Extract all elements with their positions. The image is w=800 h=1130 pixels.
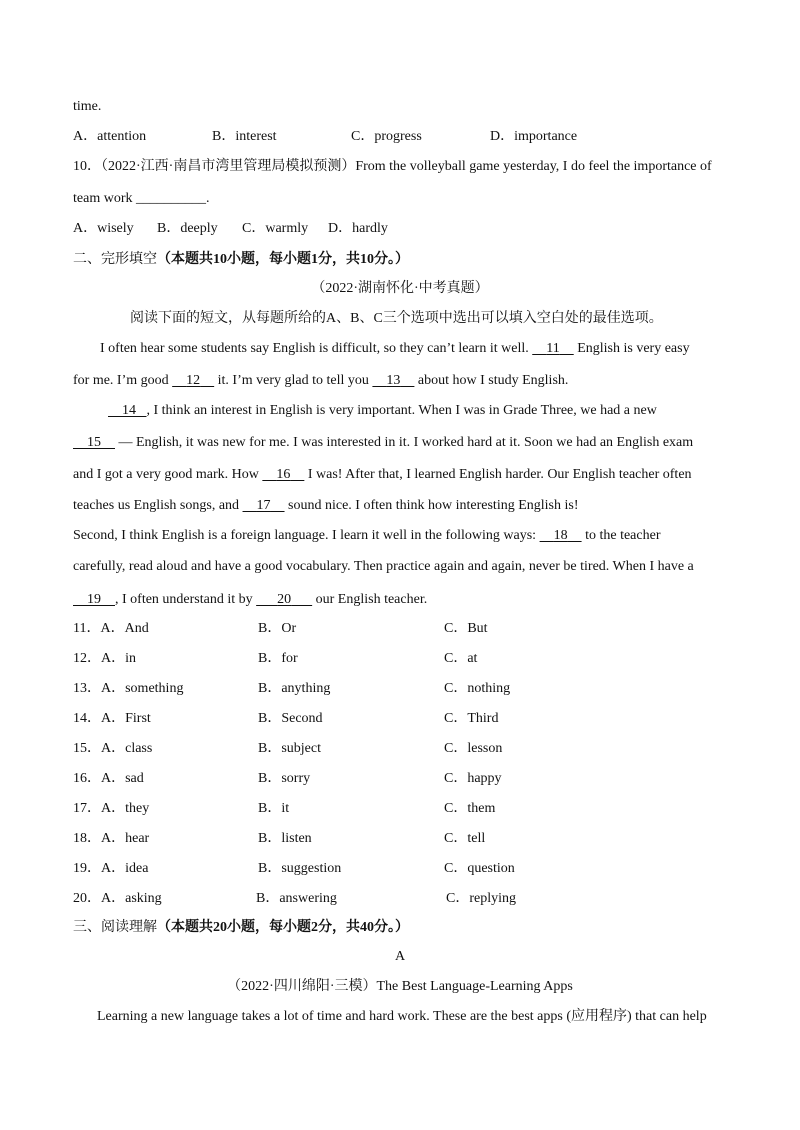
q10-stem-line2: team work __________. (73, 191, 210, 206)
q9-option-a: A．attention (73, 129, 147, 144)
option-18-b: B．listen (258, 831, 312, 846)
section3-title: 三、阅读理解 (73, 920, 157, 935)
option-14-b: B．Second (258, 711, 323, 726)
passage-line-9 (73, 591, 427, 609)
option-12-c: C．at (444, 651, 478, 666)
option-13-b: B．anything (258, 681, 331, 696)
blank-13-number: 13 (386, 373, 401, 388)
passage-text: sound nice. I often think how interesting English is! (284, 498, 579, 513)
option-15-a: 15．A．class (73, 741, 153, 756)
q10-option-c: C．warmly (242, 221, 309, 236)
option-12-b: B．for (258, 651, 298, 666)
option-13-c: C．nothing (444, 681, 511, 696)
q9-tail: time. (73, 99, 102, 114)
blank-16-number: 16 (276, 467, 291, 482)
q10-stem-line1: 10．（2022·江西·南昌市湾里管理局模拟预测）From the volleyball game yesterday, I do feel the importance of (73, 159, 712, 174)
option-19-a: 19．A．idea (73, 861, 149, 876)
passage-line-5 (73, 466, 692, 484)
passage-line-8: carefully, read aloud and have a good vocabulary. Then practice again and again, never be tired. When I have a (73, 559, 694, 574)
passage-line-3 (108, 402, 657, 420)
passage-text: it. I’m very glad to tell you (214, 373, 373, 388)
passage-line-4 (73, 434, 693, 452)
option-14-c: C．Third (444, 711, 499, 726)
option-19-c: C．question (444, 861, 515, 876)
q9-option-d: D．importance (490, 129, 578, 144)
blank-14 (108, 403, 147, 418)
option-17-c: C．them (444, 801, 496, 816)
passage-text: I was! After that, I learned English harder. Our English teacher often (304, 467, 692, 482)
section3-article-title: （2022·四川绵阳·三模）The Best Language-Learning Apps (227, 979, 573, 994)
blank-19-number: 19 (87, 592, 101, 607)
passage-line-6 (73, 497, 579, 515)
blank-20 (256, 592, 312, 607)
passage-line-7 (73, 527, 660, 545)
option-15-c: C．lesson (444, 741, 503, 756)
passage-text: English is very easy (573, 341, 690, 356)
option-16-b: B．sorry (258, 771, 311, 786)
blank-18 (540, 528, 582, 543)
option-18-c: C．tell (444, 831, 486, 846)
blank-11 (532, 341, 573, 356)
blank-15-number: 15 (87, 435, 101, 450)
q10-option-b: B．deeply (157, 221, 218, 236)
section2-note: （本题共10小题，每小题1分，共10分。） (157, 252, 409, 267)
blank-17 (243, 498, 285, 513)
option-18-a: 18．A．hear (73, 831, 150, 846)
section3-heading (73, 919, 409, 937)
section3-note: （本题共20小题，每小题2分，共40分。） (157, 920, 409, 935)
passage-line-1 (100, 340, 690, 358)
passage-text: and I got a very good mark. How (73, 467, 263, 482)
passage-text: I often hear some students say English is difficult, so they can’t learn it well. (100, 341, 533, 356)
blank-11-number: 11 (546, 341, 560, 356)
option-20-a: 20．A．asking (73, 891, 162, 906)
blank-12-number: 12 (186, 373, 201, 388)
blank-14-number: 14 (122, 403, 136, 418)
option-17-b: B．it (258, 801, 290, 816)
section2-heading (73, 251, 409, 269)
option-12-a: 12．A．in (73, 651, 136, 666)
blank-12 (172, 373, 214, 388)
option-11-c: C．But (444, 621, 488, 636)
section2-source: （2022·湖南怀化·中考真题） (311, 281, 489, 296)
blank-16 (262, 467, 304, 482)
blank-18-number: 18 (553, 528, 568, 543)
option-13-a: 13．A．something (73, 681, 184, 696)
passage-text: to the teacher (581, 528, 661, 543)
section3-paragraph: Learning a new language takes a lot of time and hard work. These are the best apps (应用程序) that can help (97, 1009, 707, 1024)
q9-option-c: C．progress (351, 129, 422, 144)
option-19-b: B．suggestion (258, 861, 342, 876)
section2-title: 二、完形填空 (73, 252, 157, 267)
passage-text: Second, I think English is a foreign language. I learn it well in the following ways: (73, 528, 540, 543)
passage-text: our English teacher. (312, 592, 428, 607)
blank-17-number: 17 (256, 498, 271, 513)
option-14-a: 14．A．First (73, 711, 151, 726)
q10-option-a: A．wisely (73, 221, 134, 236)
passage-text: — English, it was new for me. I was interested in it. I worked hard at it. Soon we had an English exam (115, 435, 694, 450)
option-20-b: B．answering (256, 891, 337, 906)
option-11-b: B．Or (258, 621, 297, 636)
option-15-b: B．subject (258, 741, 321, 756)
passage-text: about how I study English. (414, 373, 569, 388)
blank-15 (73, 435, 115, 450)
section2-instruction: 阅读下面的短文，从每题所给的A、B、C三个选项中选出可以填入空白处的最佳选项。 (130, 311, 663, 326)
blank-13 (372, 373, 414, 388)
option-16-a: 16．A．sad (73, 771, 144, 786)
q9-option-b: B．interest (212, 129, 277, 144)
passage-line-2 (73, 372, 568, 390)
passage-text: for me. I’m good (73, 373, 173, 388)
option-17-a: 17．A．they (73, 801, 150, 816)
option-16-c: C．happy (444, 771, 502, 786)
passage-text: , I often understand it by (115, 592, 257, 607)
option-11-a: 11．A．And (73, 621, 149, 636)
passage-text: , I think an interest in English is very important. When I was in Grade Three, we had a new (146, 403, 657, 418)
passage-text: teaches us English songs, and (73, 498, 243, 513)
q10-option-d: D．hardly (328, 221, 388, 236)
option-20-c: C．replying (446, 891, 516, 906)
blank-19 (73, 592, 115, 607)
blank-20-number: 20 (277, 592, 292, 607)
section3-part-label: A (394, 949, 406, 964)
